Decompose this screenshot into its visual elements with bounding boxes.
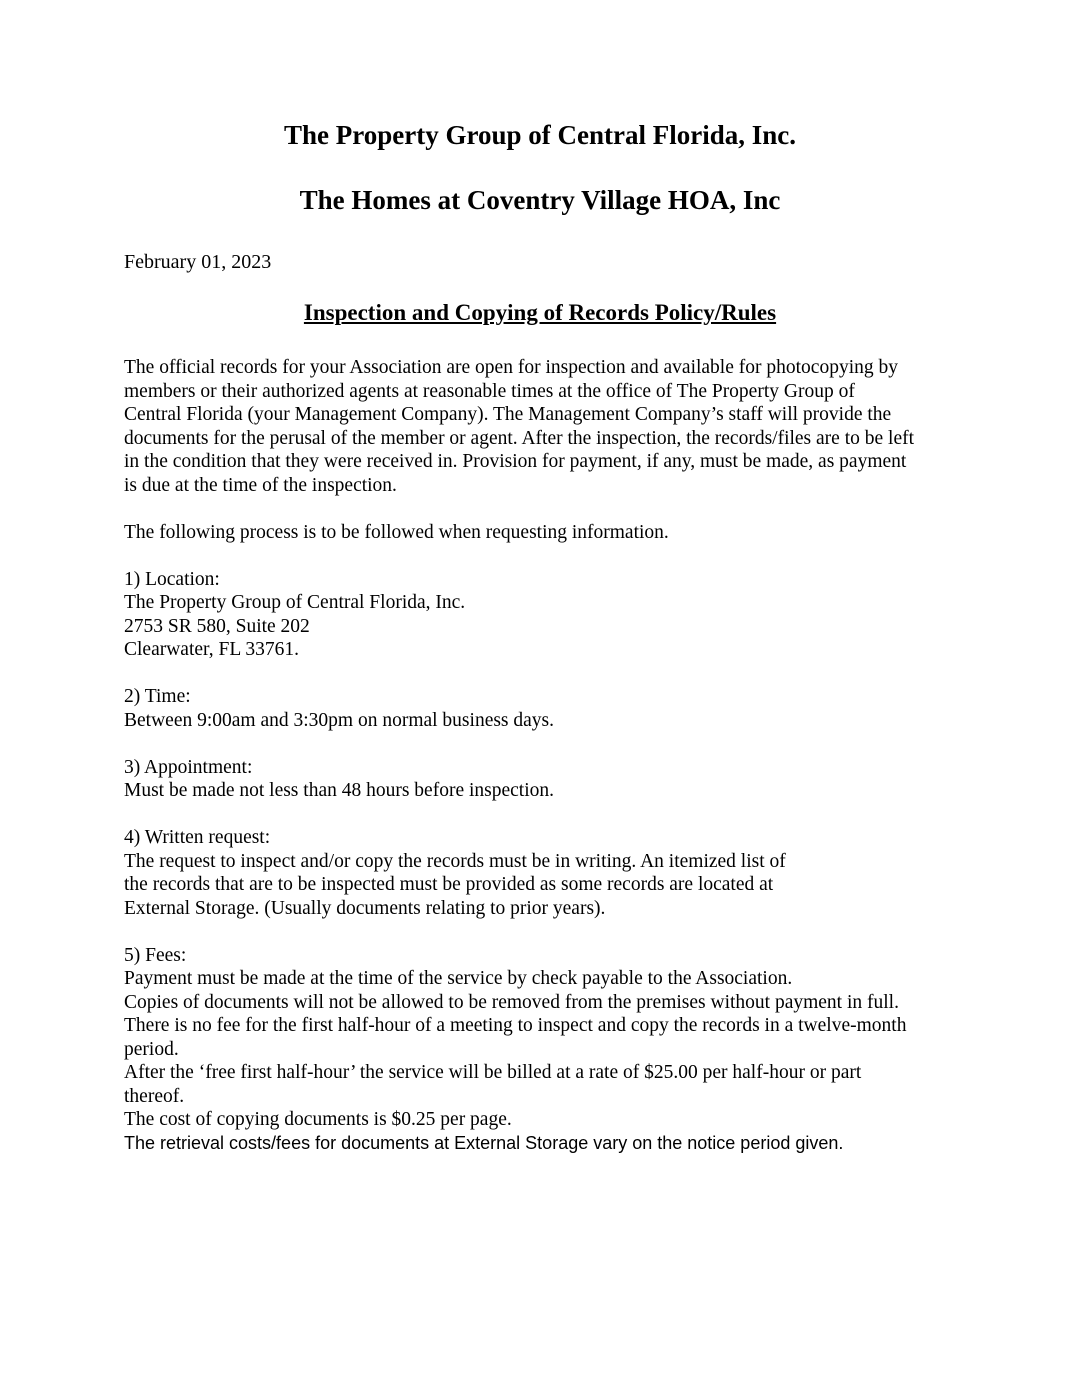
- policy-heading-text: Inspection and Copying of Records Policy/Rules: [303, 300, 777, 325]
- section-title: 2) Time:: [124, 686, 191, 707]
- policy-heading: [0, 299, 1080, 327]
- section-title: 3) Appointment:: [124, 756, 253, 778]
- document-date: February 01, 2023: [124, 251, 272, 273]
- section-line: period.: [124, 1038, 179, 1060]
- section-time: [124, 685, 964, 732]
- section-line: Clearwater, FL 33761.: [124, 639, 300, 660]
- section-line: Payment must be made at the time of the service by check payable to the Association.: [124, 968, 793, 989]
- intro-paragraph: [124, 356, 964, 497]
- section-line: 2753 SR 580, Suite 202: [124, 615, 310, 637]
- intro-line: The official records for your Association are open for inspection and available for photocopying by: [124, 357, 898, 378]
- section-line: There is no fee for the first half-hour of a meeting to inspect and copy the records in a twelve-month: [124, 1015, 907, 1036]
- hoa-name: The Homes at Coventry Village HOA, Inc: [299, 185, 781, 215]
- process-intro: The following process is to be followed when requesting information.: [124, 521, 669, 543]
- section-location: [124, 568, 964, 662]
- company-name: The Property Group of Central Florida, Inc.: [284, 120, 796, 150]
- section-line: The Property Group of Central Florida, Inc.: [124, 592, 466, 613]
- section-line: Copies of documents will not be allowed to be removed from the premises without payment in full.: [124, 991, 899, 1013]
- intro-line: Central Florida (your Management Company). The Management Company’s staff will provide the: [124, 404, 892, 425]
- section-line: Must be made not less than 48 hours before inspection.: [124, 780, 554, 801]
- intro-line: documents for the perusal of the member or agent. After the inspection, the records/files are to be left: [124, 427, 915, 449]
- section-line: Between 9:00am and 3:30pm on normal business days.: [124, 709, 555, 731]
- section-fees: [124, 944, 964, 1156]
- section-line: The request to inspect and/or copy the records must be in writing. An itemized list of: [124, 850, 786, 872]
- section-title: 1) Location:: [124, 568, 220, 590]
- document-body: [124, 356, 964, 1155]
- section-title: 4) Written request:: [124, 827, 271, 848]
- section-line-retrieval-fees: The retrieval costs/fees for documents at External Storage vary on the notice period given.: [124, 1132, 844, 1153]
- section-line: thereof.: [124, 1085, 185, 1107]
- section-line: The cost of copying documents is $0.25 per page.: [124, 1109, 512, 1130]
- intro-line: in the condition that they were received in. Provision for payment, if any, must be made, as payment: [124, 451, 907, 472]
- section-title: 5) Fees:: [124, 944, 187, 966]
- section-line: After the ‘free first half-hour’ the service will be billed at a rate of $25.00 per half-hour or part: [124, 1062, 862, 1083]
- intro-line: members or their authorized agents at reasonable times at the office of The Property Group of: [124, 380, 855, 402]
- section-line: External Storage. (Usually documents relating to prior years).: [124, 897, 606, 919]
- section-line: the records that are to be inspected must be provided as some records are located at: [124, 874, 774, 895]
- section-appointment: [124, 756, 964, 803]
- section-written-request: [124, 826, 964, 920]
- intro-line: is due at the time of the inspection.: [124, 474, 397, 496]
